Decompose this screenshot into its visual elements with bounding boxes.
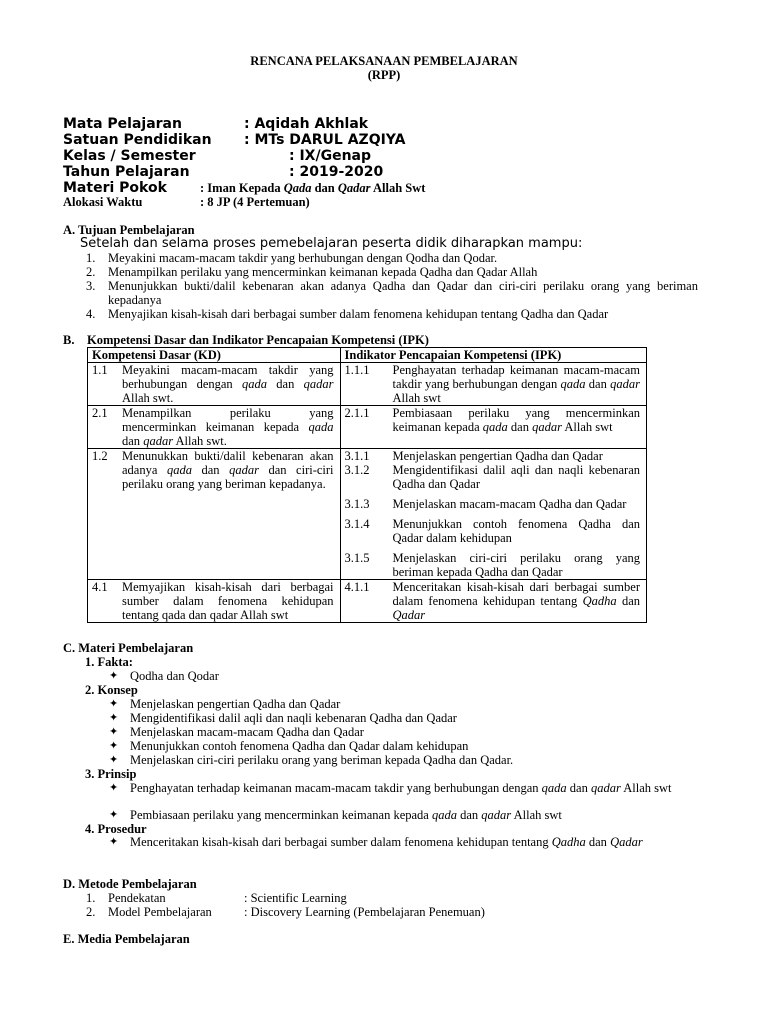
column-header-ipk: Indikator Pencapaian Kompetensi (IPK) <box>340 348 646 363</box>
identity-label-mapel: Mata Pelajaran <box>63 116 182 132</box>
metode-value: : Scientific Learning <box>244 891 347 905</box>
prosedur-item: Menceritakan kisah-kisah dari berbagai sumber dalam fenomena kehidupan tentang Qadha dan Qadar <box>130 835 643 849</box>
prinsip-item: Penghayatan terhadap keimanan macam-macam takdir yang berhubungan dengan qada dan qadar Allah swt <box>130 781 672 795</box>
bullet-icon: ✦ <box>109 726 119 738</box>
section-b-heading: B. <box>63 333 75 347</box>
section-d-heading: D. Metode Pembelajaran <box>63 877 197 891</box>
fakta-item: Qodha dan Qodar <box>130 669 219 683</box>
konsep-item: Menunjukkan contoh fenomena Qadha dan Qadar dalam kehidupan <box>130 739 469 753</box>
column-header-kd: Kompetensi Dasar (KD) <box>88 348 341 363</box>
identity-value-kelas: : IX/Genap <box>289 148 372 164</box>
bullet-icon: ✦ <box>109 740 119 752</box>
kd-ipk-table <box>87 347 647 623</box>
bullet-icon: ✦ <box>109 754 119 766</box>
table-row <box>88 449 647 580</box>
identity-label-materi: Materi Pokok <box>63 180 167 196</box>
section-a-list <box>86 251 698 321</box>
table-row <box>88 580 647 623</box>
table-row <box>88 406 647 449</box>
section-e-heading: E. Media Pembelajaran <box>63 932 190 946</box>
section-a-intro: Setelah dan selama proses pemebelajaran peserta didik diharapkan mampu: <box>80 236 583 251</box>
document-title: RENCANA PELAKSANAAN PEMBELAJARAN <box>250 54 518 68</box>
konsep-item: Menjelaskan macam-macam Qadha dan Qadar <box>130 725 364 739</box>
bullet-icon: ✦ <box>109 712 119 724</box>
bullet-icon: ✦ <box>109 836 119 848</box>
bullet-icon: ✦ <box>109 782 119 794</box>
identity-label-satuan: Satuan Pendidikan <box>63 132 212 148</box>
metode-num: 1. <box>86 891 96 905</box>
table-row <box>88 363 647 406</box>
konsep-item: Menjelaskan ciri-ciri perilaku orang yang beriman kepada Qadha dan Qadar. <box>130 753 514 767</box>
section-b-heading-text: Kompetensi Dasar dan Indikator Pencapaian Kompetensi (IPK) <box>87 333 429 347</box>
konsep-label: 2. Konsep <box>85 683 138 697</box>
metode-num: 2. <box>86 905 96 919</box>
ipk-cell: 3.1.1 Menjelaskan pengertian Qadha dan Qadar 3.1.2 Mengidentifikasi dalil aqli dan naqli kebenaran Qadha dan Qadar 3.1.3 Menjelaskan macam-macam Qadha dan Qadar 3.1.4 Menunjukkan contoh fenomena Qadha dan Qadar dalam kehidupan 3.1.5 Menjelaskan ciri-ciri perilaku orang yang beriman kepada Qadha dan Qadar <box>340 449 646 580</box>
fakta-label: 1. Fakta: <box>85 655 133 669</box>
metode-value: : Discovery Learning (Pembelajaran Penemuan) <box>244 905 485 919</box>
kd-cell: 4.1 Memyajikan kisah-kisah dari berbagai sumber dalam fenomena kehidupan tentang qada dan qadar Allah swt <box>88 580 341 623</box>
list-item: 2. Menampilkan perilaku yang mencerminkan keimanan kepada Qadha dan Qadar Allah <box>86 265 538 279</box>
identity-value-materi: : Iman Kepada Qada dan Qadar Allah Swt <box>200 181 426 195</box>
metode-label: Pendekatan <box>108 891 166 905</box>
section-c-heading: C. Materi Pembelajaran <box>63 641 194 655</box>
list-item: 1. Meyakini macam-macam takdir yang berhubungan dengan Qodha dan Qodar. <box>86 251 498 265</box>
identity-label-kelas: Kelas / Semester <box>63 148 196 164</box>
kd-cell: 2.1 Menampilkan perilaku yang mencerminkan keimanan kepada qada dan qadar Allah swt. <box>88 406 341 449</box>
prinsip-label: 3. Prinsip <box>85 767 137 781</box>
bullet-icon: ✦ <box>109 670 119 682</box>
identity-value-satuan: : MTs DARUL AZQIYA <box>244 132 406 148</box>
document-subtitle: (RPP) <box>367 68 401 82</box>
identity-value-alokasi: : 8 JP (4 Pertemuan) <box>200 195 310 209</box>
ipk-cell: 2.1.1 Pembiasaan perilaku yang mencerminkan keimanan kepada qada dan qadar Allah swt <box>340 406 646 449</box>
identity-value-tahun: : 2019-2020 <box>289 164 384 180</box>
identity-label-tahun: Tahun Pelajaran <box>63 164 190 180</box>
list-item: 4. Menyajikan kisah-kisah dari berbagai sumber dalam fenomena kehidupan tentang Qadha dan Qadar <box>86 307 609 321</box>
ipk-cell: 4.1.1 Menceritakan kisah-kisah dari berbagai sumber dalam fenomena kehidupan tentang Qadha dan Qadar <box>340 580 646 623</box>
section-a-heading: A. Tujuan Pembelajaran <box>63 223 195 237</box>
prinsip-item: Pembiasaan perilaku yang mencerminkan keimanan kepada qada dan qadar Allah swt <box>130 808 562 822</box>
kd-cell: 1.2 Menunukkan bukti/dalil kebenaran akan adanya qada dan qadar dan ciri-ciri perilaku orang yang beriman kepadanya. <box>88 449 341 580</box>
identity-label-alokasi: Alokasi Waktu <box>63 195 143 209</box>
konsep-item: Menjelaskan pengertian Qadha dan Qadar <box>130 697 341 711</box>
prosedur-label: 4. Prosedur <box>85 822 147 836</box>
table-header-row <box>88 348 647 363</box>
identity-value-mapel: : Aqidah Akhlak <box>244 116 369 132</box>
list-item: 3. Menunjukkan bukti/dalil kebenaran akan adanya Qadha dan Qadar dan ciri-ciri perilaku orang yang beriman kepadanya <box>86 279 698 307</box>
metode-label: Model Pembelajaran <box>108 905 212 919</box>
kd-cell: 1.1 Meyakini macam-macam takdir yang berhubungan dengan qada dan qadar Allah swt. <box>88 363 341 406</box>
bullet-icon: ✦ <box>109 809 119 821</box>
bullet-icon: ✦ <box>109 698 119 710</box>
konsep-item: Mengidentifikasi dalil aqli dan naqli kebenaran Qadha dan Qadar <box>130 711 457 725</box>
ipk-cell: 1.1.1 Penghayatan terhadap keimanan macam-macam takdir yang berhubungan dengan qada dan qadar Allah swt <box>340 363 646 406</box>
